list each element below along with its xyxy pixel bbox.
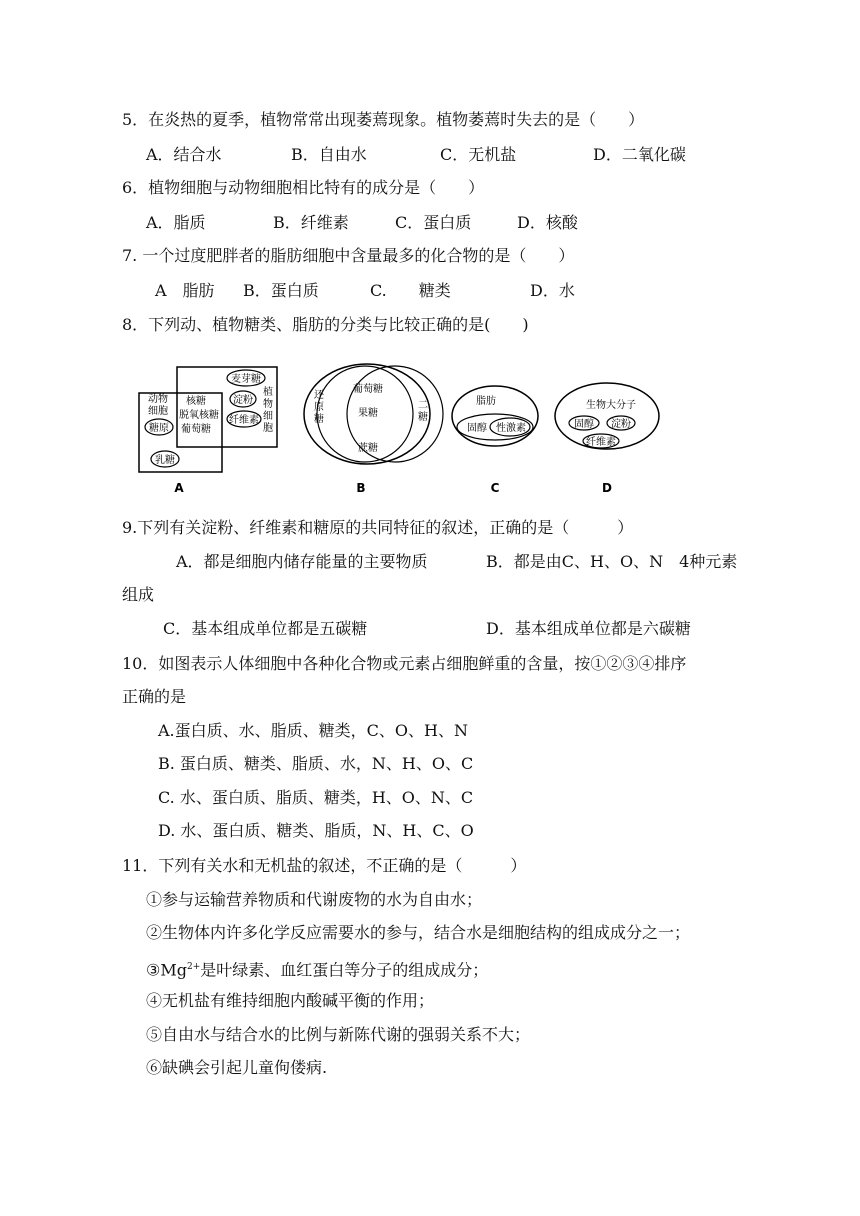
a-lactose: 乳糖 [155,455,175,466]
q7-option-b: B．蛋白质 [243,281,319,300]
q9-option-c: C．基本组成单位都是五碳糖 [163,619,368,638]
b-disaccharide-1: 二 [418,400,428,411]
d-cellulose: 纤维素 [586,437,616,448]
q6-option-c: C．蛋白质 [395,213,472,232]
q11-item-1: ①参与运输营养物质和代谢废物的水为自由水； [146,890,483,909]
b-reducing-3: 糖 [314,414,324,425]
q11-stem: 11．下列有关水和无机盐的叙述，不正确的是（ ） [122,856,527,875]
q7-stem: 7. 一个过度肥胖者的脂肪细胞中含量最多的化合物的是（ ） [122,246,575,265]
b-reducing-1: 还 [314,390,324,401]
q5-option-a: A．结合水 [146,145,222,164]
q6-option-d: D．核酸 [517,213,578,232]
q11-item-2: ②生物体内许多化学反应需要水的参与，结合水是细胞结构的组成成分之一； [146,923,691,942]
q5-option-c: C．无机盐 [440,145,517,164]
a-glycogen: 糖原 [149,423,169,434]
d-macromolecule: 生物大分子 [586,400,636,411]
q9-stem: 9.下列有关淀粉、纤维素和糖原的共同特征的叙述，正确的是（ ） [122,518,634,537]
q10-option-a: A.蛋白质、水、脂质、糖类，C、O、H、N [158,721,468,740]
a-maltose: 麦芽糖 [231,374,261,385]
q11-item-5: ⑤自由水与结合水的比例与新陈代谢的强弱关系不大； [146,1025,531,1044]
q8-stem: 8．下列动、植物糖类、脂肪的分类与比较正确的是( ) [122,315,529,334]
c-label: C [490,481,500,495]
q9-option-b: B．都是由C、H、O、N 4种元素 [486,552,738,571]
q10-stem-line1: 10．如图表示人体细胞中各种化合物或元素占细胞鲜重的含量，按①②③④排序 [122,654,687,673]
a-plant-cell-2: 物 [263,399,273,410]
b-disaccharide-2: 糖 [418,412,428,423]
a-plant-cell-4: 胞 [263,423,273,434]
b-fructose: 果糖 [358,408,378,419]
a-deoxyribose: 脱氧核糖 [179,410,219,421]
q8-diagram [0,360,860,500]
a-plant-cell-1: 植 [263,387,273,398]
a-ribose: 核糖 [186,396,206,407]
q5-stem: 5．在炎热的夏季，植物常常出现萎蔫现象。植物萎蔫时失去的是（ ） [122,110,645,129]
a-starch: 淀粉 [233,395,253,406]
q6-option-a: A．脂质 [146,213,206,232]
q9-option-d: D．基本组成单位都是六碳糖 [486,619,691,638]
a-glucose: 葡萄糖 [181,424,211,435]
diagram-b [304,364,443,495]
q9-option-a: A．都是细胞内储存能量的主要物质 [176,552,428,571]
q11-item-6: ⑥缺碘会引起儿童佝偻病. [146,1058,328,1077]
q11-item-3-superscript: 2+ [186,962,201,972]
d-sterol: 固醇 [574,419,594,430]
q11-item-3-rest: 是叶绿素、血红蛋白等分子的组成成分； [200,960,489,980]
b-label: B [356,481,366,495]
q11-item-3 [146,956,488,981]
q7-option-c: C. 糖类 [370,281,451,300]
q6-stem: 6．植物细胞与动物细胞相比特有的成分是（ ） [122,178,485,197]
c-fat: 脂肪 [476,396,496,407]
q10-option-d: D. 水、蛋白质、糖类、脂质，N、H、C、O [158,821,474,840]
d-label: D [602,481,612,495]
c-sex-hormone: 性激素 [496,423,526,434]
a-plant-cell-3: 细 [263,411,273,422]
a-animal-cell-line2: 细胞 [148,406,168,417]
q9-option-b-continued: 组成 [122,585,155,604]
q5-option-b: B．自由水 [291,145,367,164]
q10-stem-line2: 正确的是 [122,687,187,706]
q7-option-a: A 脂肪 [155,281,215,300]
q11-item-4: ④无机盐有维持细胞内酸碱平衡的作用； [146,991,435,1010]
q6-option-b: B．纤维素 [273,213,349,232]
q5-option-d: D．二氧化碳 [593,145,686,164]
q10-option-b: B. 蛋白质、糖类、脂质、水，N、H、O、C [158,754,474,773]
b-glucose: 葡萄糖 [353,384,383,395]
d-starch: 淀粉 [611,419,631,430]
diagram-a [139,367,277,495]
q7-option-d: D．水 [530,281,575,300]
b-sucrose: 蔗糖 [358,443,378,454]
q10-option-c: C. 水、蛋白质、脂质、糖类，H、O、N、C [158,788,474,807]
q11-item-3-prefix: ③Mg [146,960,187,980]
a-label: A [174,481,184,495]
a-animal-cell-line1: 动物 [148,394,168,405]
diagram-d [555,383,659,495]
a-cellulose: 纤维素 [229,415,259,426]
c-cholesterol: 固醇 [467,423,487,434]
diagram-c [452,386,538,495]
b-reducing-2: 原 [314,402,324,413]
